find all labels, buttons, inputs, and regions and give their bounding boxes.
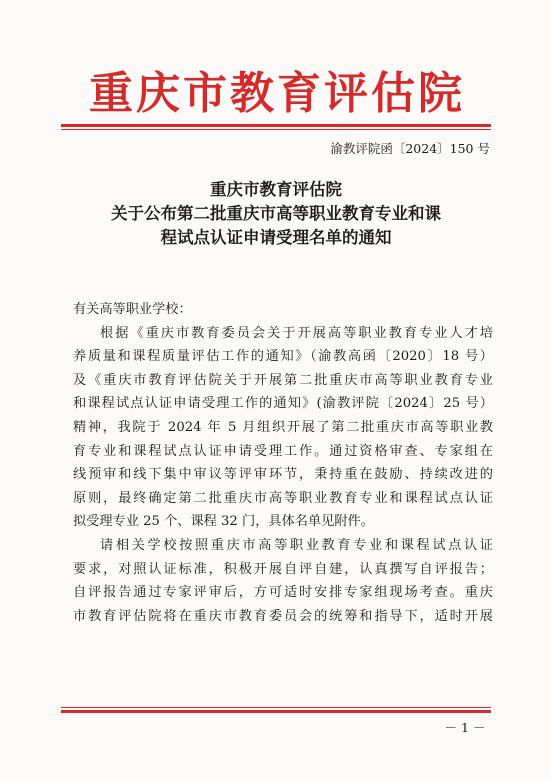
notice-title-line: 程试点认证申请受理名单的通知 <box>160 228 392 247</box>
paragraph <box>73 534 493 628</box>
paragraph-line: 根据《重庆市教育委员会关于开展高等职业教育专业人才培 <box>100 325 493 341</box>
letterhead-title: 重庆市教育评估院 <box>89 68 465 119</box>
paragraph-line: 线预审和线下集中审议等评审环节，秉持重在鼓励、持续改进的 <box>73 467 493 483</box>
paragraph-line: 和课程试点认证申请受理工作的通知》(渝教评院〔2024〕25 号） <box>73 396 493 412</box>
letterhead-rule-thick <box>61 124 491 127</box>
paragraph-line: 拟受理专业 25 个、课程 32 门，具体名单见附件。 <box>73 514 374 530</box>
letterhead-rule-thin <box>61 129 491 130</box>
paragraph-line: 精神，我院于 2024 年 5 月组织开展了第二批重庆市高等职业教 <box>73 419 493 435</box>
paragraph-line: 要求，对照认证标准，积极开展自评自建，认真撰写自评报告； <box>73 561 493 577</box>
paragraph-line: 及《重庆市教育评估院关于开展第二批重庆市高等职业教育专业 <box>73 372 493 388</box>
paragraph-line: 请相关学校按照重庆市高等职业教育专业和课程试点认证 <box>100 537 493 553</box>
notice-title-line: 重庆市教育评估院 <box>210 180 342 199</box>
paragraph-line: 原则，最终确定第二批重庆市高等职业教育专业和课程试点认证 <box>73 490 493 506</box>
notice-body <box>73 298 493 628</box>
paragraph-line: 市教育评估院将在重庆市教育委员会的统筹和指导下，适时开展 <box>73 608 493 624</box>
footer-rule-thick <box>61 710 491 713</box>
paragraph-line: 自评报告通过专家评审后，方可适时安排专家组现场考查。重庆 <box>73 585 493 601</box>
paragraph-line: 养质量和课程质量评估工作的通知》（渝教高函〔2020〕18 号） <box>73 349 493 365</box>
document-number: 渝教评院函〔2024〕150 号 <box>330 141 490 156</box>
notice-title-line: 关于公布第二批重庆市高等职业教育专业和课 <box>111 204 441 223</box>
salutation: 有关高等职业学校： <box>73 302 192 317</box>
footer-rule-thin <box>61 707 491 708</box>
page-number: － 1 － <box>444 720 486 735</box>
notice-title <box>60 178 492 250</box>
paragraph <box>73 322 493 534</box>
paragraph-line: 育专业和课程试点认证申请受理工作。通过资格审查、专家组在 <box>73 443 493 459</box>
